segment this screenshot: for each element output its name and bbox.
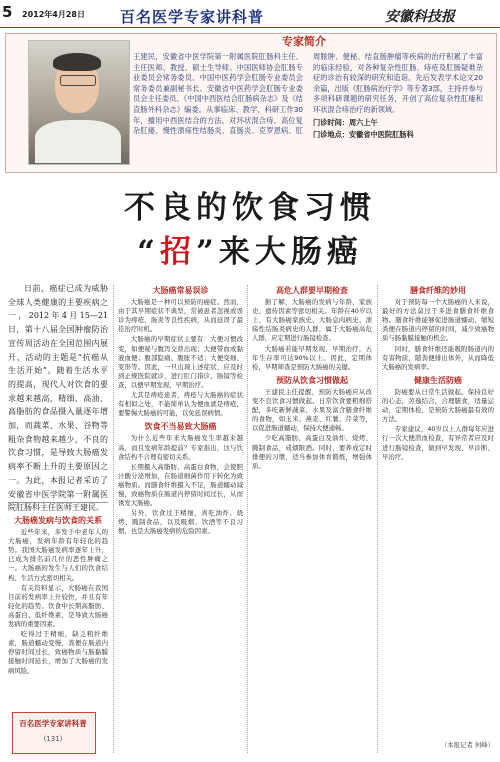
section-heading: 大肠癌常易误诊 — [152, 286, 209, 295]
expert-profile-heading: 专家简介 — [282, 35, 326, 48]
headline-line-1: 不良的饮食习惯 — [124, 190, 376, 226]
paragraph: 大肠癌的早期症状主要有：大便习惯改变，如便秘与腹泻交替出现；大便带血或黏液血便；腹部隐痛、腹胀不适；大便变细、变形等。因此，一旦出现上述症状，应及时到正规医院就诊，进行肛门指诊、肠镜等检查，以便早期发现、早期治疗。 — [118, 335, 243, 389]
section-heading: 膳食纤维的妙用 — [410, 286, 466, 295]
paragraph: 少吃高脂肪、高蛋白及油炸、烧烤、腌制食品，戒烟限酒。同时，要养成定时排便的习惯，适当参加体育锻炼，增强体质。 — [252, 434, 372, 470]
article-column-4 — [382, 282, 494, 747]
paragraph: 尤其是痔疮患者，痔疮与大肠癌的症状有相似之处，不能简单认为便血就是痔疮，要警惕大肠癌的可能，以免延误病情。 — [118, 391, 243, 418]
column-divider — [377, 285, 378, 753]
paragraph: 王建民主任提醒，预防大肠癌应从改变不良饮食习惯做起。日常饮食要粗细搭配，多吃新鲜蔬菜、水果及富含膳食纤维的食物，如玉米、燕麦、红薯、芹菜等，以促进肠道蠕动，保持大便通畅。 — [252, 387, 372, 433]
expert-bio — [133, 52, 483, 164]
column-divider — [113, 285, 114, 753]
series-badge-number: (131) — [43, 735, 63, 743]
series-badge-title: 百名医学专家讲科普 — [19, 719, 87, 728]
lead-divider — [8, 502, 108, 503]
clinic-place: 门诊地点：安徽省中医院肛肠科 — [313, 130, 414, 140]
section-heading: 饮食不当易致大肠癌 — [144, 422, 217, 432]
section-heading: 健康生活防癌 — [414, 375, 462, 385]
header-rule — [0, 27, 500, 28]
headline-quote-open: “ — [137, 234, 160, 270]
column-title: 百名医学专家讲科普 — [120, 8, 265, 26]
article-column-2 — [118, 282, 243, 747]
paragraph: 对于预防每一个大肠癌的人来说，最好的方法莫过于多进食膳食纤维食物。膳食纤维能够促进肠道蠕动，缩短粪便在肠道内停留的时间，减少致癌物质与肠黏膜接触的机会。 — [382, 298, 494, 343]
paragraph: 为什么近些年来大肠癌发生率越来越高，而且发病年龄提前？专家指出，这与饮食结构不合理有密切关系。 — [118, 434, 243, 461]
paragraph: 长期摄入高脂肪、高蛋白食物，会使胆汁酸分泌增加，在肠道细菌作用下转化为致癌物质。而膳食纤维摄入不足，肠道蠕动减慢，致癌物质在肠道内停留时间过长，从而诱发大肠癌。 — [118, 462, 243, 508]
lead-paragraph — [8, 282, 108, 513]
newspaper-name: 安徽科技报 — [385, 9, 455, 25]
lead-text: 日前，癌症已成为威胁全球人类健康的主要疾病之一，2012年4月15—21日，第十八届全国肿瘤防治宣传周活动在全国范围内展开，活动的主题是“抗癌从生活开始”。随着生活水平的提高，现代人对饮食的要求越来越高，精细、高油、高脂肪的食品摄入量逐年增加，而蔬菜、水果、谷物等粗杂食物越来越少，不良的饮食习惯，是导致大肠癌发病率不断上升的主要原因之一。为此，本报记者采访了安徽省中医学院第一附属医院肛肠科主任医师王建民。 — [8, 284, 108, 513]
expert-bio-text: 王建民，安徽省中医学院第一附属医院肛肠科主任、主任医师、教授、硕士生导师。中国医师协会肛肠专业委员会常务委员、中国中医药学会肛肠专业委员会常务委员兼副秘书长、安徽省中医药学会肛肠专业委员会主任委员、《中国中西医结合肛肠病杂志》及《结直肠外科杂志》编委。从事临床、教学、科研工作30年，擅用中西医结合的方法，对环状混合痔、高位复杂肛瘘、慢性溃疡性结肠炎、直肠炎、克罗恩病、肛周脓肿、便秘、结直肠肿瘤等疾病的治疗积累了丰富的临床经验，对各种复杂性肛肠、痔疮及肛肠疑难杂症的诊治有较深的研究和造诣。先后发表学术论文20余篇，出版《肛肠病治疗学》等专著3部，主持并参与多项科研课题的研究任务，开创了高位复杂性肛瘘和环状混合痔治疗的新领域。 — [133, 52, 483, 136]
expert-photo-hair — [53, 53, 101, 71]
clinic-time: 门诊时间：周六上午 — [313, 117, 378, 127]
issue-date: 2012年4月28日 — [22, 10, 85, 19]
paragraph: 吃得过于精细，缺乏粗纤维素，肠道蠕动变慢，粪便在肠道内停留时间过长，致癌物质与肠黏膜接触时间延长，增加了大肠癌的发病风险。 — [8, 630, 108, 675]
section-heading: 预防从饮食习惯做起 — [276, 375, 348, 385]
headline-keyword: 招 — [160, 234, 196, 270]
paragraph: 近些年来，多发于中老年人的大肠癌，发病年龄有年轻化的趋势。我国大肠癌发病率逐年上升，已成为排名前几位的恶性肿瘤之一。大肠癌的发生与人们的饮食结构、生活方式密切相关。 — [8, 528, 108, 582]
section-heading: 大肠癌发病与饮食的关系 — [14, 516, 102, 525]
paragraph: 同时，膳食纤维还能吸附肠道内的有害物质，随粪便排出体外，从而降低大肠癌的发病率。 — [382, 344, 494, 371]
column-divider — [247, 285, 248, 753]
article-byline: （本报记者 何峰） — [440, 741, 494, 749]
paragraph: 防癌要从日常生活做起。保持良好的心态，劳逸结合，合理膳食，适量运动，定期体检，是预防大肠癌最有效的方法。 — [382, 387, 494, 424]
paragraph: 大肠癌若能早期发现、早期治疗，五年生存率可达90%以上。因此，定期体检，早期筛查是预防大肠癌的关键。 — [252, 344, 372, 371]
headline-line-2-rest: ”来大肠癌 — [196, 234, 363, 270]
paragraph: 大肠癌是一种可以预防的癌症。然而，由于其早期症状不典型，常被患者忽视或误诊为痔疮、肠炎等良性疾病，从而延误了最佳治疗时机。 — [118, 298, 243, 334]
paragraph: 另外，饮食过于精细，喜吃油炸、烧烤、腌制食品，以及吸烟、饮酒等不良习惯，也是大肠癌发病的危险因素。 — [118, 509, 243, 536]
paragraph: 据了解，大肠癌的发病与年龄、家族史、遗传因素等密切相关。年龄在40岁以上、有大肠癌家族史、大肠息肉病史、溃疡性结肠炎病史的人群，属于大肠癌高危人群，应定期进行肠镜检查。 — [252, 298, 372, 343]
article-column-1 — [8, 512, 108, 710]
article-column-3 — [252, 282, 372, 747]
paragraph: 有关资料显示，大肠癌在我国目前的发病率上升较快，并且有年轻化的趋势。饮食中长期高脂肪、高蛋白、低纤维素，是导致大肠癌发病的重要因素。 — [8, 583, 108, 629]
section-heading: 高危人群要早期检查 — [276, 286, 348, 295]
paragraph: 专家建议，40岁以上人群每年应进行一次大便潜血检查，有异常者应及时进行肠镜检查，做到早发现、早诊断、早治疗。 — [382, 425, 494, 461]
page-number: 5 — [2, 3, 13, 21]
expert-photo-glasses — [60, 75, 96, 86]
expert-photo-shirt — [35, 120, 121, 163]
headline-line-2 — [0, 226, 500, 271]
